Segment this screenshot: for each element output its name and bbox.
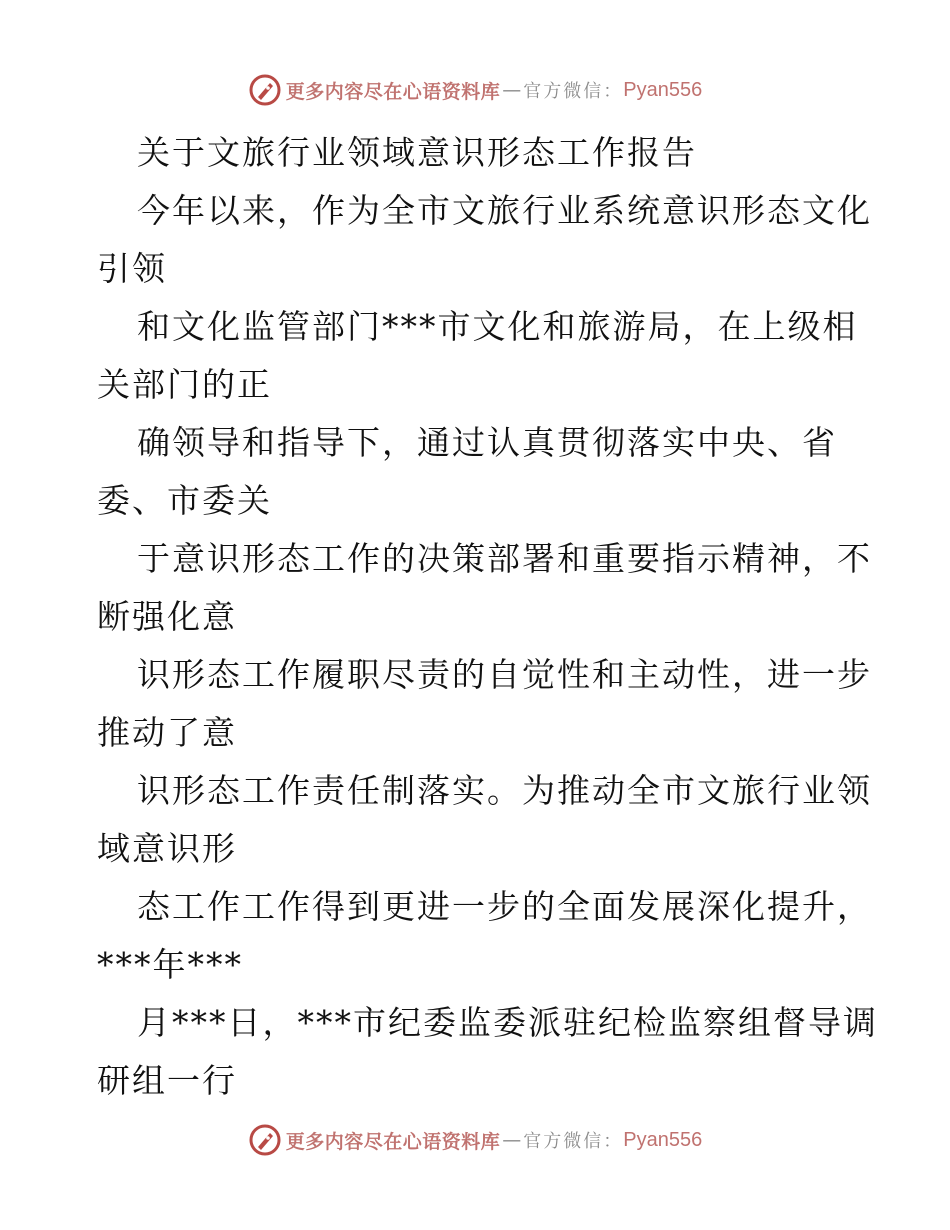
- paragraph-line: 确领导和指导下，通过认真贯彻落实中央、省: [137, 423, 837, 462]
- footer-watermark-banner: [0, 1120, 950, 1160]
- watermark-wechat-id: Pyan556: [623, 1128, 703, 1151]
- watermark-text: 更多内容尽在心语资料库: [285, 80, 501, 103]
- paragraph-line: 识形态工作履职尽责的自觉性和主动性，进一步: [137, 655, 872, 694]
- paragraph-line: 推动了意: [97, 713, 237, 752]
- watermark-wechat-label: 官方微信：: [523, 81, 624, 102]
- document-body: [97, 124, 878, 1110]
- paragraph-line: 月***日，***市纪委监委派驻纪检监察组督导调: [137, 1003, 878, 1042]
- watermark-text: 更多内容尽在心语资料库: [285, 1130, 501, 1153]
- watermark-wechat-label: 官方微信：: [523, 1131, 624, 1152]
- pen-nib-logo-icon: [248, 73, 282, 107]
- watermark-dash: —: [502, 79, 522, 101]
- paragraph-line: 于意识形态工作的决策部署和重要指示精神，不: [137, 539, 872, 578]
- paragraph-line: 关部门的正: [97, 365, 272, 404]
- header-watermark-banner: [0, 70, 950, 110]
- pen-nib-logo-icon: [248, 1123, 282, 1157]
- paragraph-line: 断强化意: [97, 597, 237, 636]
- paragraph-line: 态工作工作得到更进一步的全面发展深化提升，: [137, 887, 872, 926]
- paragraph-line: ***年***: [97, 945, 243, 984]
- paragraph-line: 和文化监管部门***市文化和旅游局，在上级相: [137, 307, 858, 346]
- paragraph-line: 识形态工作责任制落实。为推动全市文旅行业领: [137, 771, 872, 810]
- document-title: 关于文旅行业领域意识形态工作报告: [137, 133, 697, 172]
- watermark-dash: —: [502, 1129, 522, 1151]
- paragraph-line: 委、市委关: [97, 481, 272, 520]
- watermark-wechat-id: Pyan556: [623, 78, 703, 101]
- paragraph-line: 今年以来，作为全市文旅行业系统意识形态文化: [137, 191, 872, 230]
- paragraph-line: 引领: [97, 249, 167, 288]
- paragraph-line: 域意识形: [97, 829, 237, 868]
- paragraph-line: 研组一行: [97, 1061, 237, 1100]
